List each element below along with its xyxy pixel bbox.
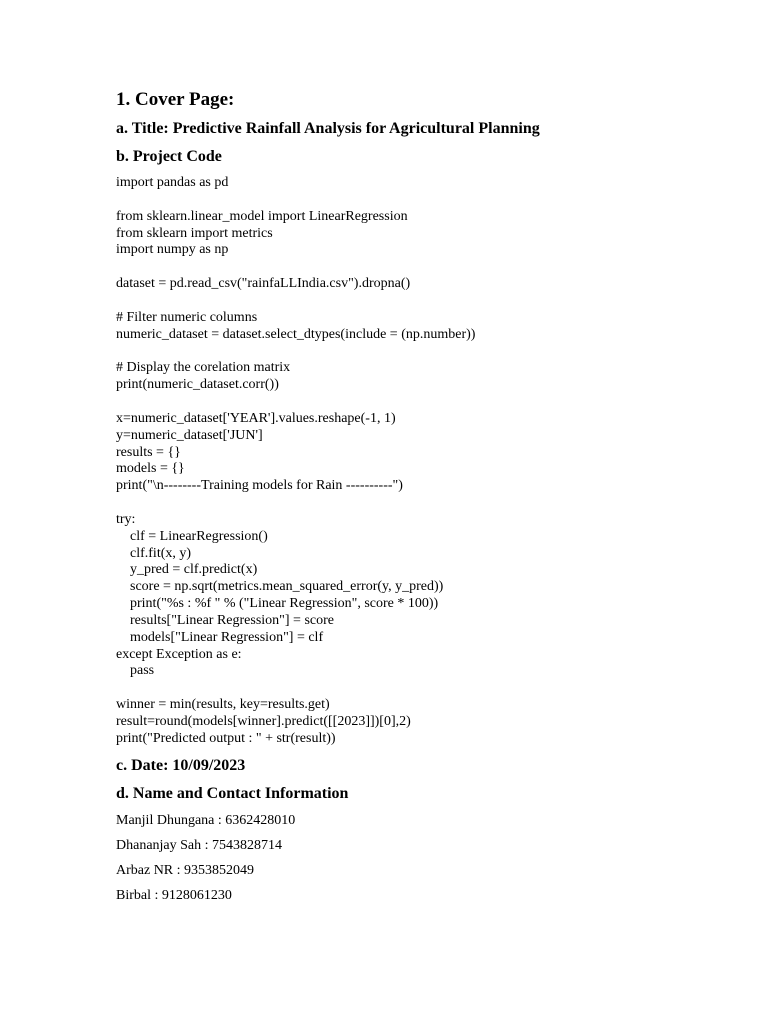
code-line: print("%s : %f " % ("Linear Regression", score * 100)) [116, 596, 439, 612]
code-blank-line [116, 192, 736, 209]
code-line: result=round(models[winner].predict([[2023]])[0],2) [116, 714, 411, 729]
code-block [116, 175, 736, 748]
code-line: print("\n--------Training models for Rain ----------") [116, 478, 403, 494]
code-line: winner = min(results, key=results.get) [116, 697, 330, 713]
contact-list [116, 812, 736, 904]
date-heading: c. Date: 10/09/2023 [116, 756, 246, 774]
code-line: results = {} [116, 444, 181, 460]
code-line: dataset = pd.read_csv("rainfaLLIndia.csv").dropna() [116, 276, 411, 292]
code-line: x=numeric_dataset['YEAR'].values.reshape(-1, 1) [116, 410, 396, 426]
code-line: clf.fit(x, y) [116, 545, 192, 561]
document-page [116, 88, 736, 912]
code-line: y=numeric_dataset['JUN'] [116, 427, 263, 443]
project-code-heading: b. Project Code [116, 148, 222, 165]
code-line: print("Predicted output : " + str(result)) [116, 730, 336, 746]
code-line: models = {} [116, 461, 185, 477]
code-blank-line [116, 259, 736, 276]
code-line: score = np.sqrt(metrics.mean_squared_error(y, y_pred)) [116, 579, 444, 595]
code-line: y_pred = clf.predict(x) [116, 562, 258, 578]
code-line: pass [116, 663, 155, 679]
code-blank-line [116, 394, 736, 411]
code-line: clf = LinearRegression() [116, 528, 268, 544]
code-line: import numpy as np [116, 242, 229, 258]
contact-entry: Birbal : 9128061230 [116, 887, 232, 903]
code-line: from sklearn.linear_model import LinearRegression [116, 208, 408, 224]
code-line: print(numeric_dataset.corr()) [116, 377, 279, 393]
code-line: # Filter numeric columns [116, 309, 258, 325]
contact-heading: d. Name and Contact Information [116, 784, 349, 802]
code-line: from sklearn import metrics [116, 225, 273, 241]
code-blank-line [116, 680, 736, 697]
code-line: models["Linear Regression"] = clf [116, 629, 324, 645]
code-line: import pandas as pd [116, 175, 229, 190]
contact-entry: Dhananjay Sah : 7543828714 [116, 837, 283, 853]
contact-entry: Manjil Dhungana : 6362428010 [116, 812, 296, 828]
code-line: try: [116, 511, 136, 527]
code-blank-line [116, 293, 736, 310]
code-blank-line [116, 495, 736, 512]
code-line: except Exception as e: [116, 646, 242, 662]
cover-page-heading: 1. Cover Page: [116, 89, 235, 110]
code-line: results["Linear Regression"] = score [116, 612, 334, 628]
code-line: # Display the corelation matrix [116, 360, 291, 376]
code-blank-line [116, 343, 736, 360]
code-line: numeric_dataset = dataset.select_dtypes(include = (np.number)) [116, 326, 476, 342]
contact-entry: Arbaz NR : 9353852049 [116, 862, 255, 878]
title-heading: a. Title: Predictive Rainfall Analysis for Agricultural Planning [116, 120, 540, 137]
